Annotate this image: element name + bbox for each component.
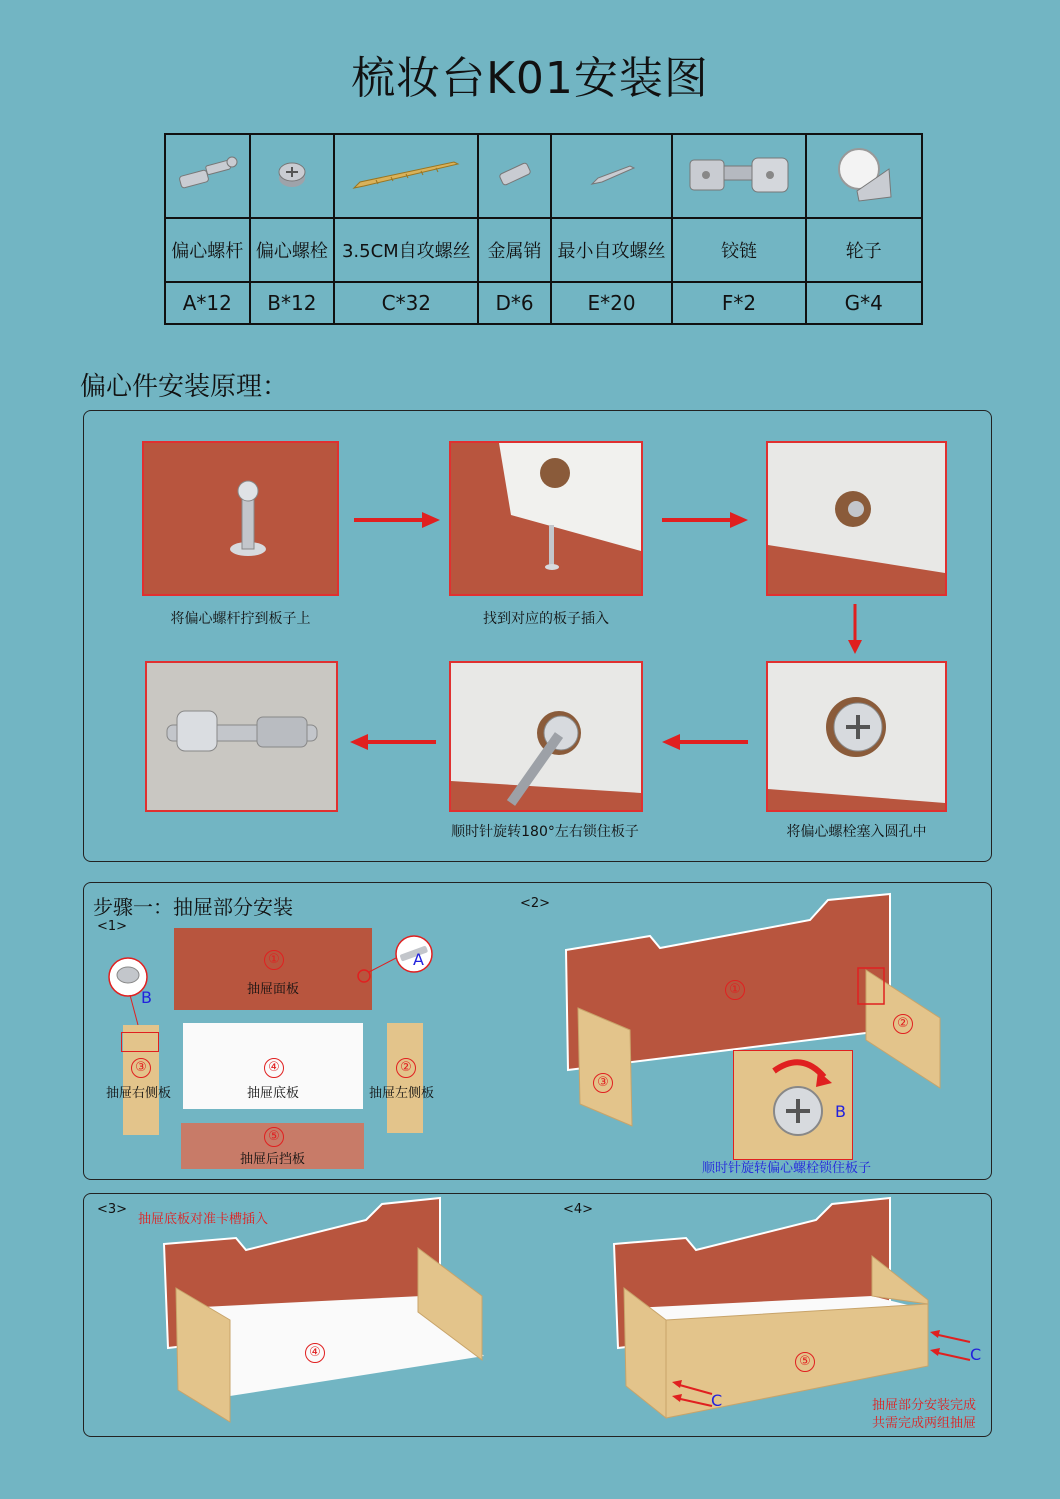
part-name: 金属销 [478,218,550,282]
rotate-caption: 顺时针旋转偏心螺栓锁住板子 [702,1161,872,1176]
arrow-c-icon [926,1330,976,1366]
photo-find-board [449,441,643,596]
step3-note: 抽屉底板对准卡槽插入 [138,1212,269,1227]
eccentric-rod-icon [165,134,250,218]
drawer-front-label: 抽屉面板 [246,982,299,997]
parts-table [164,133,923,325]
principle-heading: 偏心件安装原理： [80,372,289,402]
drawer-left-label: 抽屉左侧板 [369,1086,435,1101]
arrow-down-icon [845,602,865,656]
part-name: 偏心螺杆 [165,218,250,282]
arrow-left-icon [348,730,438,754]
hinge-icon [672,134,805,218]
photo-rod-in-hole [766,441,947,596]
drawer-bottom-label: 抽屉底板 [246,1086,299,1101]
panel-number: ⑤ [264,1127,284,1147]
part-qty: D*6 [478,282,550,324]
panel-number: ③ [131,1058,151,1078]
part-name: 最小自攻螺丝 [551,218,673,282]
part-qty: C*32 [334,282,478,324]
sub-label-2: <2> [520,896,551,911]
photo-rod-screwed [142,441,339,596]
part-qty: G*4 [806,282,922,324]
part-qty: F*2 [672,282,805,324]
part-qty: A*12 [165,282,250,324]
photo-rotate-screwdriver [449,661,643,812]
panel-number: ① [725,980,745,1000]
panel-number: ⑤ [795,1352,815,1372]
panel-number: ② [396,1058,416,1078]
metal-pin-icon [478,134,550,218]
drawer-left-side-panel [387,1023,423,1133]
done-line-2: 共需完成两组抽屉 [872,1416,977,1431]
panel-number: ① [264,950,284,970]
caption-step1: 将偏心螺杆拧到板子上 [170,611,311,627]
part-name: 轮子 [806,218,922,282]
caption-step5: 顺时针旋转180°左右锁住板子 [451,824,639,840]
drawer-back-label: 抽屉后挡板 [239,1152,305,1167]
caster-wheel-icon [806,134,922,218]
label-c: C [970,1345,982,1364]
callout-a-icon [356,932,436,992]
caption-step4: 将偏心螺栓塞入圆孔中 [786,824,927,840]
label-b: B [141,988,152,1007]
hole-highlight [121,1032,159,1052]
done-line-1: 抽屉部分安装完成 [872,1398,977,1413]
panel-number: ③ [593,1073,613,1093]
sub-label-3: <3> [97,1202,128,1217]
label-b: B [835,1102,846,1121]
caption-step2: 找到对应的板子插入 [483,611,609,627]
part-name: 3.5CM自攻螺丝 [334,218,478,282]
part-qty: B*12 [250,282,335,324]
short-screw-icon [551,134,673,218]
label-c: C [711,1391,723,1410]
sub-label-1: <1> [97,919,128,934]
panel-number: ④ [305,1343,325,1363]
arrow-right-icon [352,508,442,532]
photo-cam-in-hole [766,661,947,812]
sub-label-4: <4> [563,1202,594,1217]
label-a: A [413,950,424,969]
part-qty: E*20 [551,282,673,324]
drawer-bottom-inserted-diagram [160,1196,490,1428]
part-name: 铰链 [672,218,805,282]
page-title: 梳妆台K01安装图 [351,53,709,104]
arrow-left-icon [660,730,750,754]
part-name: 偏心螺栓 [250,218,335,282]
panel-number: ② [893,1014,913,1034]
panel-number: ④ [264,1058,284,1078]
photo-connected-fitting [145,661,338,812]
drawer-right-label: 抽屉右侧板 [106,1086,172,1101]
step1-heading: 步骤一：抽屉部分安装 [93,895,293,919]
eccentric-cam-icon [250,134,335,218]
long-screw-icon [334,134,478,218]
arrow-right-icon [660,508,750,532]
